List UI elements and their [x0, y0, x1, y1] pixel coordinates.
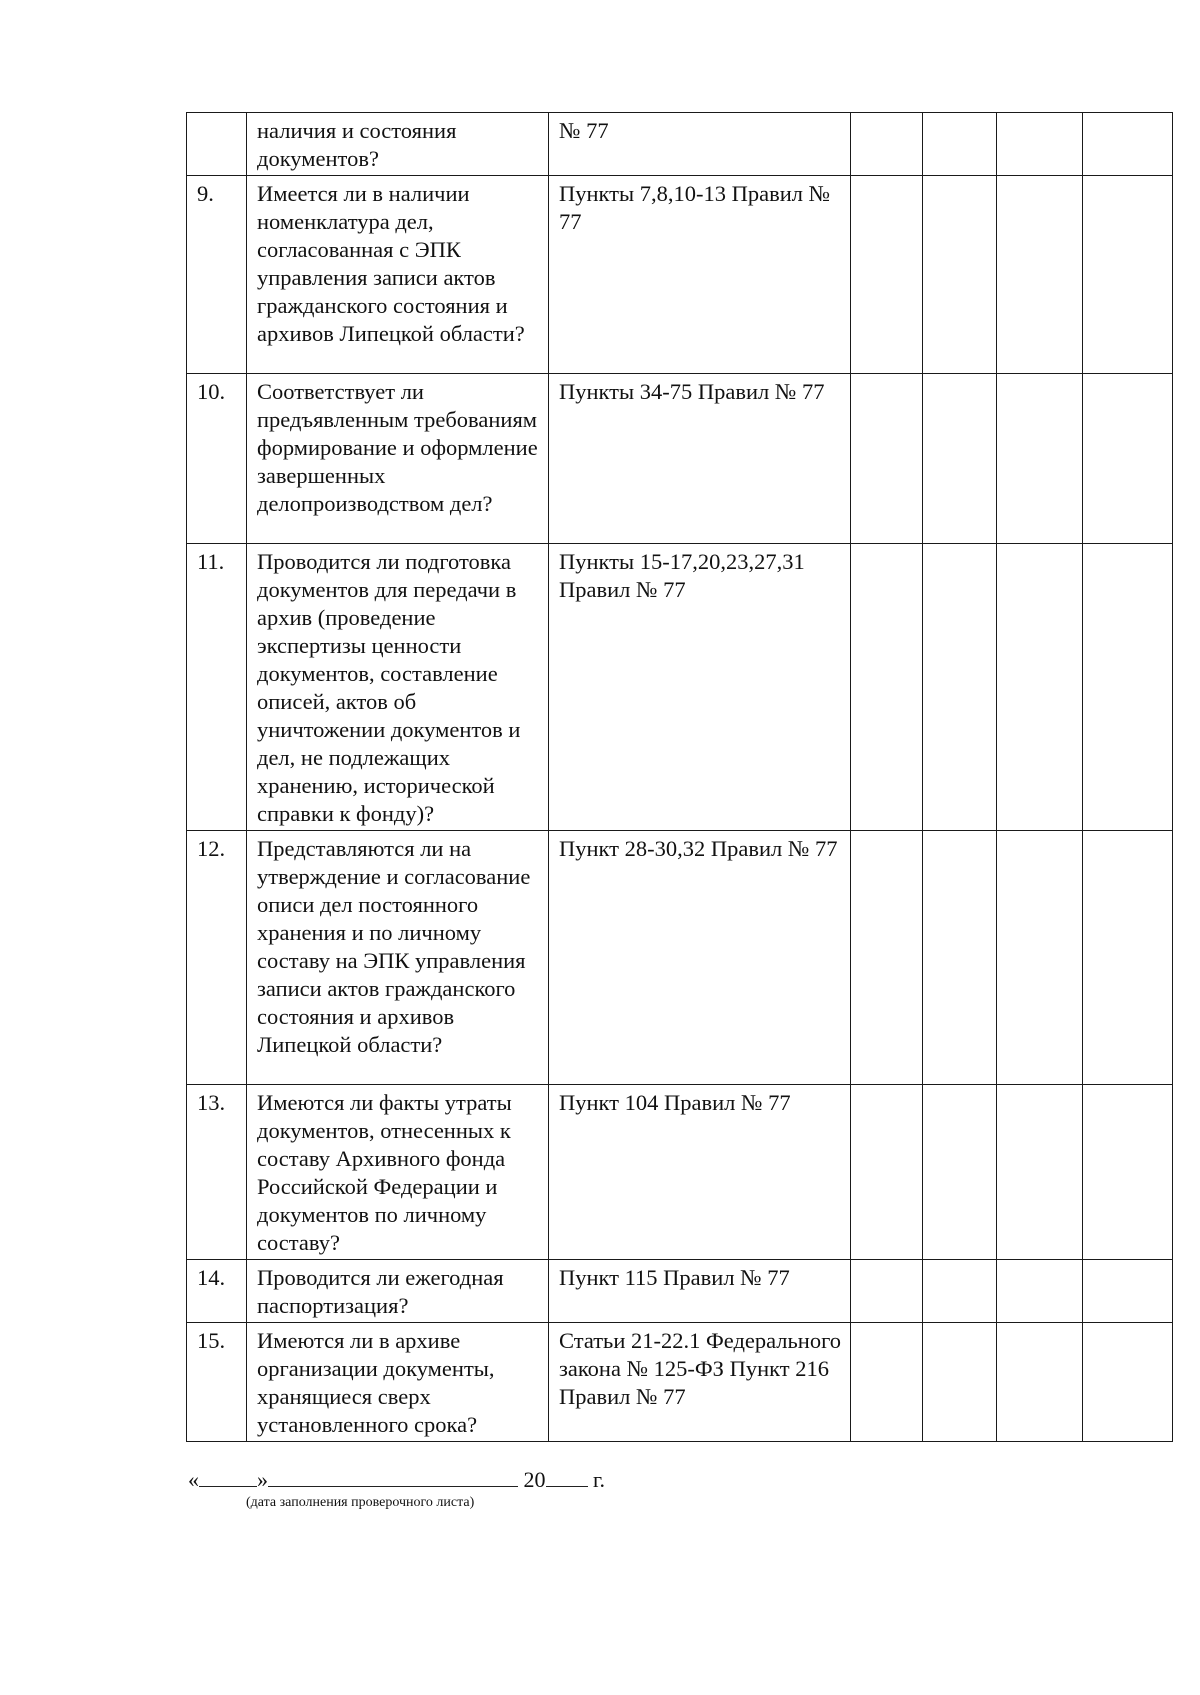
question-cell: наличия и состояния документов?: [247, 113, 549, 176]
reference-cell: № 77: [549, 113, 851, 176]
date-line: [188, 1467, 606, 1510]
answer-cell[interactable]: [923, 1260, 997, 1323]
answer-cell[interactable]: [923, 1323, 997, 1442]
answer-cell[interactable]: [997, 374, 1083, 544]
answer-cell[interactable]: [851, 176, 923, 374]
table-row: [187, 544, 1173, 831]
date-caption: (дата заполнения проверочного листа): [246, 1495, 475, 1510]
question-cell: Проводится ли ежегодная паспортизация?: [247, 1260, 549, 1323]
year-suffix: г.: [593, 1467, 606, 1492]
answer-cell[interactable]: [923, 176, 997, 374]
answer-cell[interactable]: [851, 113, 923, 176]
answer-cell[interactable]: [1083, 176, 1173, 374]
row-number: 15.: [187, 1323, 247, 1442]
answer-cell[interactable]: [997, 1260, 1083, 1323]
answer-cell[interactable]: [923, 113, 997, 176]
question-cell: Имеются ли в архиве организации документы, хранящиеся сверх установленного срока?: [247, 1323, 549, 1442]
row-number: 10.: [187, 374, 247, 544]
answer-cell[interactable]: [851, 1323, 923, 1442]
answer-cell[interactable]: [923, 1085, 997, 1260]
table-row: [187, 1323, 1173, 1442]
reference-cell: Статьи 21-22.1 Федерального закона № 125-ФЗ Пункт 216 Правил № 77: [549, 1323, 851, 1442]
answer-cell[interactable]: [1083, 113, 1173, 176]
question-cell: Соответствует ли предъявленным требованиям формирование и оформление завершенных делопроизводством дел?: [247, 374, 549, 544]
answer-cell[interactable]: [1083, 831, 1173, 1085]
answer-cell[interactable]: [997, 544, 1083, 831]
answer-cell[interactable]: [923, 374, 997, 544]
answer-cell[interactable]: [851, 831, 923, 1085]
answer-cell[interactable]: [1083, 1260, 1173, 1323]
row-number: 11.: [187, 544, 247, 831]
table-row: [187, 176, 1173, 374]
row-number: 9.: [187, 176, 247, 374]
question-cell: Имеется ли в наличии номенклатура дел, согласованная с ЭПК управления записи актов гражданского состояния и архивов Липецкой области?: [247, 176, 549, 374]
answer-cell[interactable]: [997, 1085, 1083, 1260]
answer-cell[interactable]: [997, 831, 1083, 1085]
answer-cell[interactable]: [923, 544, 997, 831]
answer-cell[interactable]: [851, 374, 923, 544]
question-cell: Проводится ли подготовка документов для передачи в архив (проведение экспертизы ценности документов, составление описей, актов об уничтожении документов и дел, не подлежащих хранению, исторической справки к фонду)?: [247, 544, 549, 831]
answer-cell[interactable]: [1083, 374, 1173, 544]
answer-cell[interactable]: [1083, 1085, 1173, 1260]
table-row: [187, 1260, 1173, 1323]
answer-cell[interactable]: [997, 113, 1083, 176]
answer-cell[interactable]: [851, 544, 923, 831]
answer-cell[interactable]: [997, 1323, 1083, 1442]
reference-cell: Пункт 104 Правил № 77: [549, 1085, 851, 1260]
month-blank[interactable]: [268, 1470, 518, 1487]
answer-cell[interactable]: [1083, 1323, 1173, 1442]
reference-cell: Пункты 7,8,10-13 Правил № 77: [549, 176, 851, 374]
answer-cell[interactable]: [851, 1260, 923, 1323]
table-row: [187, 831, 1173, 1085]
question-cell: Представляются ли на утверждение и согласование описи дел постоянного хранения и по личному составу на ЭПК управления записи актов гражданского состояния и архивов Липецкой области?: [247, 831, 549, 1085]
answer-cell[interactable]: [851, 1085, 923, 1260]
question-cell: Имеются ли факты утраты документов, отнесенных к составу Архивного фонда Российской Федерации и документов по личному составу?: [247, 1085, 549, 1260]
checklist-table: [186, 112, 1173, 1442]
row-number: 13.: [187, 1085, 247, 1260]
close-quote: »: [257, 1467, 268, 1492]
answer-cell[interactable]: [923, 831, 997, 1085]
answer-cell[interactable]: [1083, 544, 1173, 831]
reference-cell: Пункты 15-17,20,23,27,31 Правил № 77: [549, 544, 851, 831]
table-row: [187, 1085, 1173, 1260]
row-number: 12.: [187, 831, 247, 1085]
open-quote: «: [188, 1467, 199, 1492]
table-row: [187, 113, 1173, 176]
year-blank[interactable]: [546, 1470, 588, 1487]
answer-cell[interactable]: [997, 176, 1083, 374]
reference-cell: Пункт 28-30,32 Правил № 77: [549, 831, 851, 1085]
reference-cell: Пункты 34-75 Правил № 77: [549, 374, 851, 544]
row-number: [187, 113, 247, 176]
reference-cell: Пункт 115 Правил № 77: [549, 1260, 851, 1323]
table-row: [187, 374, 1173, 544]
day-blank[interactable]: [199, 1470, 257, 1487]
year-prefix: 20: [523, 1467, 546, 1492]
row-number: 14.: [187, 1260, 247, 1323]
